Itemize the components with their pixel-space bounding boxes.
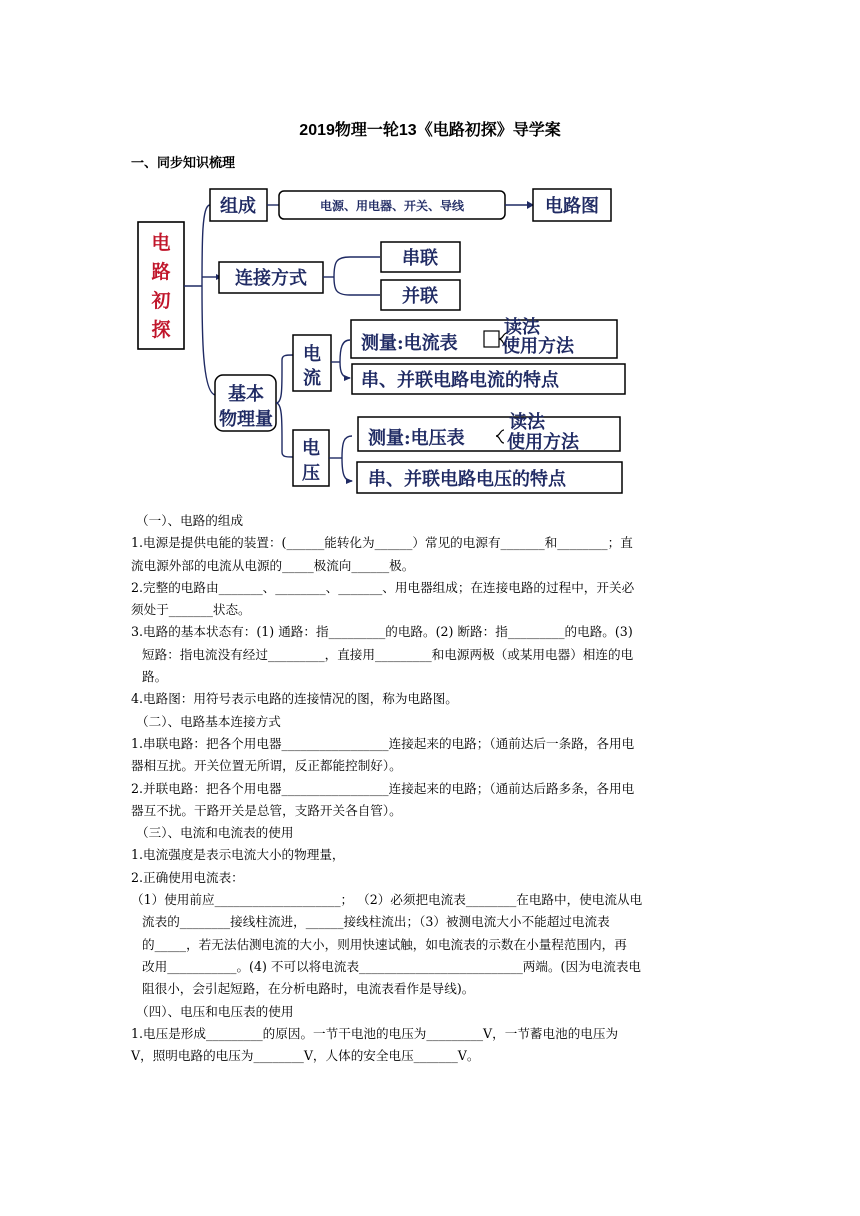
connector [342, 458, 352, 481]
voltage-label-2: 压 [302, 463, 320, 484]
voltage-label-1: 电 [302, 438, 320, 459]
basic-quantity-label-1: 基本 [228, 384, 264, 405]
text-line: 阻很小，会引起短路，在分析电路时，电流表看作是导线)。 [142, 981, 475, 997]
root-char-3: 初 [151, 290, 171, 312]
root-char-2: 路 [151, 261, 171, 283]
parallel-label: 并联 [402, 286, 438, 307]
reading-label-2: 读法 [509, 412, 545, 433]
section-heading: 一、同步知识梳理 [131, 156, 236, 171]
subsection-heading: （三）、电流和电流表的使用 [136, 825, 294, 841]
text-line: 2.并联电路：把各个用电器_________________连接起来的电路；（通前达后路多条，各用电 [131, 780, 635, 796]
composition-label: 组成 [220, 196, 256, 217]
text-line: 改用___________。(4) 不可以将电流表__________________________两端。(因为电流表电 [142, 958, 642, 974]
subsection-heading: （四）、电压和电压表的使用 [136, 1003, 294, 1019]
connector [342, 436, 352, 458]
components-label: 电源、用电器、开关、导线 [319, 199, 465, 213]
text-line: （1）使用前应____________________； （2）必须把电流表________在电路中，使电流从电 [131, 892, 643, 908]
arrow-icon [344, 375, 351, 381]
text-line: 4.电路图：用符号表示电路的连接情况的图，称为电路图。 [131, 691, 458, 707]
text-line: 短路：指电流没有经过_________，直接用_________和电源两极（或某用电器）相连的电 [142, 646, 634, 662]
text-line: 2.正确使用电流表： [131, 869, 244, 885]
text-line: 器相互扰。开关位置无所谓，反正都能控制好）。 [131, 758, 402, 774]
connection-label: 连接方式 [235, 268, 307, 289]
text-line: 2.完整的电路由_______、________、_______、用电器组成；在连接电路的过程中，开关必 [131, 579, 635, 595]
connector [202, 205, 210, 286]
text-line: 3.电路的基本状态有：(1) 通路：指_________的电路。(2) 断路：指_________的电路。(3) [131, 624, 633, 640]
connector [334, 277, 380, 295]
current-measure-label: 测量:电流表 [361, 333, 458, 354]
text-line: 须处于_______状态。 [131, 602, 251, 618]
connector [276, 355, 293, 403]
subsection-heading: （二）、电路基本连接方式 [136, 713, 281, 729]
text-line: 的_____，若无法估测电流的大小，则用快速试触，如电流表的示数在小量程范围内，再 [142, 936, 627, 952]
document-body [131, 510, 731, 1067]
circuit-diagram-label: 电路图 [545, 196, 599, 217]
connector [202, 286, 216, 395]
brace-box [484, 331, 499, 347]
usage-label-1: 使用方法 [502, 336, 574, 357]
root-char-4: 探 [151, 319, 171, 341]
text-line: 1.串联电路：把各个用电器_________________连接起来的电路；（通前达后一条路，各用电 [131, 735, 635, 751]
connector [276, 403, 293, 457]
connector [340, 340, 350, 362]
current-label-2: 流 [303, 368, 321, 389]
subsection-heading: （一）、电路的组成 [136, 513, 244, 528]
arrow-icon [346, 478, 353, 484]
text-line: 路。 [142, 669, 168, 685]
text-line: 流电源外部的电流从电源的_____极流向______极。 [131, 557, 415, 573]
basic-quantity-label-2: 物理量 [219, 409, 273, 430]
reading-label-1: 读法 [504, 317, 540, 338]
current-label-1: 电 [303, 344, 321, 365]
voltage-measure-label: 测量:电压表 [368, 428, 465, 449]
document-title: 2019物理一轮13《电路初探》导学案 [299, 122, 561, 139]
text-line: 流表的________接线柱流进，______接线柱流出；（3）被测电流大小不能超过电流表 [142, 914, 610, 930]
connector [334, 257, 380, 277]
series-label: 串联 [402, 248, 438, 269]
concept-map [0, 0, 860, 510]
root-char-1: 电 [151, 232, 171, 254]
text-line: V，照明电路的电压为________V，人体的安全电压_______V。 [131, 1048, 480, 1064]
text-line: 1.电源是提供电能的装置：(______能转化为______）常见的电源有_______和________；直 [131, 535, 633, 551]
text-line: 1.电流强度是表示电流大小的物理量， [131, 847, 345, 863]
text-line: 1.电压是形成_________的原因。一节干电池的电压为_________V，一节蓄电池的电压为 [131, 1025, 619, 1041]
text-line: 器互不扰。干路开关是总管，支路开关各自管）。 [131, 802, 402, 818]
usage-label-2: 使用方法 [507, 432, 579, 453]
voltage-feature-label: 串、并联电路电压的特点 [368, 469, 566, 490]
current-feature-label: 串、并联电路电流的特点 [361, 370, 559, 391]
